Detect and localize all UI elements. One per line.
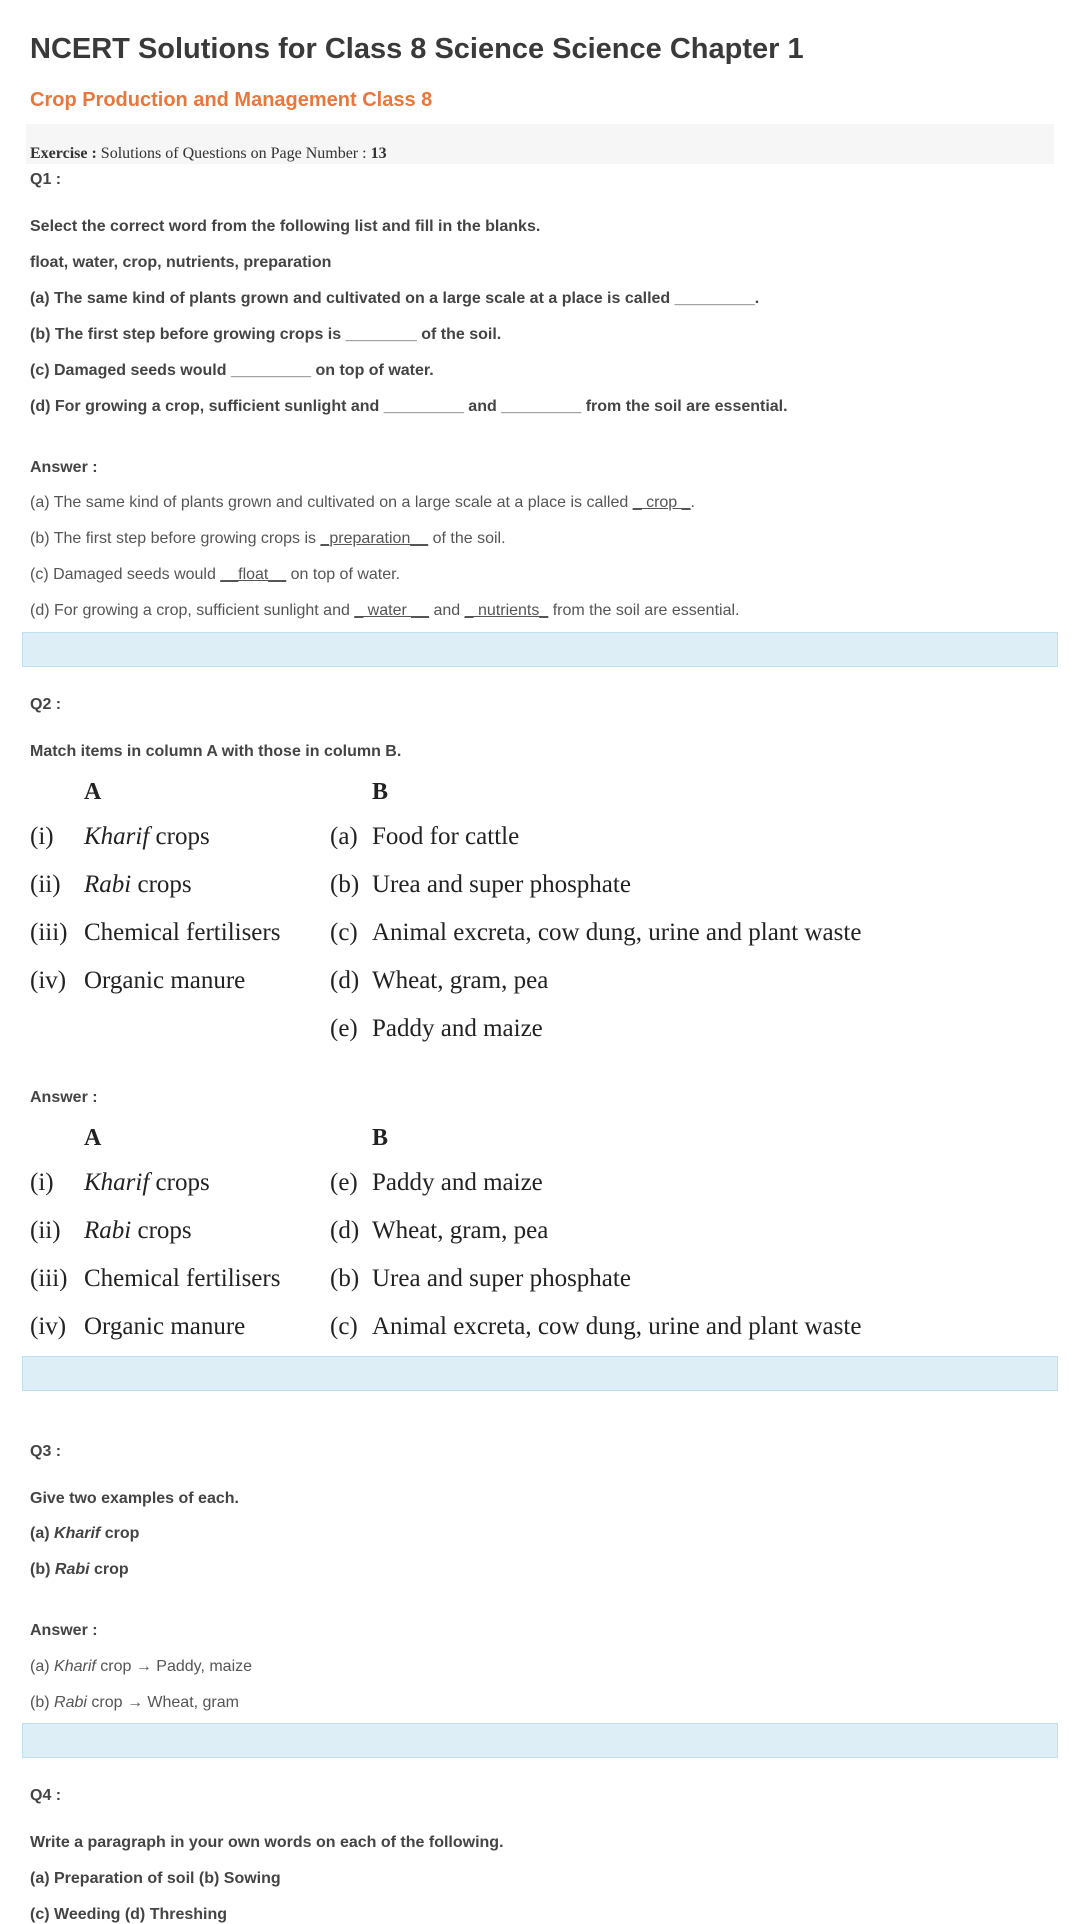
answer-text: (d) For growing a crop, sufficient sunlight and	[30, 602, 350, 619]
answer-text: (a) The same kind of plants grown and cultivated on a large scale at a place is called	[30, 494, 629, 511]
q3-answer-label: Answer :	[30, 1622, 98, 1639]
item-text: crops	[131, 871, 192, 898]
part-num: (a)	[30, 1525, 50, 1542]
column-a-header: A	[84, 779, 102, 805]
italic-term: Rabi	[84, 871, 132, 898]
column-b-item: Wheat, gram, pea	[372, 1217, 549, 1244]
row-num: (ii)	[30, 871, 61, 898]
q3-instruction: Give two examples of each.	[30, 1490, 239, 1507]
column-a-item	[84, 871, 192, 899]
row-num: (e)	[330, 1169, 358, 1196]
exercise-page-number: 13	[370, 145, 387, 162]
q4-part-cd: (c) Weeding (d) Threshing	[30, 1906, 228, 1923]
part-num: (b)	[30, 1561, 51, 1578]
answer-text: and	[433, 602, 461, 619]
item-text: crops	[149, 823, 210, 850]
italic-term: Rabi	[54, 1561, 90, 1578]
italic-term: Rabi	[54, 1694, 87, 1711]
italic-term: Kharif	[84, 1169, 150, 1196]
row-num: (d)	[330, 1217, 360, 1244]
row-num: (d)	[330, 967, 360, 994]
row-num: (ii)	[30, 1217, 61, 1244]
chapter-subtitle: Crop Production and Management Class 8	[30, 89, 433, 111]
q3-part-b	[30, 1561, 129, 1579]
answer-fill: _ nutrients_	[464, 602, 549, 619]
column-b-header: B	[372, 779, 389, 805]
italic-term: Kharif	[84, 823, 150, 850]
item-text: crops	[131, 1217, 192, 1244]
column-a-item: Organic manure	[84, 1313, 246, 1340]
q3-answer-b	[30, 1694, 239, 1712]
q3-part-a	[30, 1525, 139, 1543]
italic-term: Kharif	[54, 1525, 101, 1542]
row-num: (b)	[330, 871, 360, 898]
column-a-item	[84, 1217, 192, 1245]
answer-text: on top of water.	[290, 566, 401, 583]
row-num: (i)	[30, 823, 54, 850]
q2-instruction: Match items in column A with those in column B.	[30, 743, 402, 760]
answer-fill: _preparation__	[320, 530, 429, 547]
row-num: (e)	[330, 1015, 358, 1042]
q1-answer-b	[30, 530, 506, 548]
q2-answer-label: Answer :	[30, 1089, 98, 1106]
section-divider	[22, 1723, 1058, 1758]
column-a-item: Chemical fertilisers	[84, 1265, 281, 1292]
column-a-item: Organic manure	[84, 967, 246, 994]
part-text: crop	[94, 1561, 129, 1578]
section-divider	[22, 632, 1058, 667]
column-a-item: Chemical fertilisers	[84, 919, 281, 946]
column-b-item: Animal excreta, cow dung, urine and plant waste	[372, 919, 862, 946]
part-num: (a)	[30, 1658, 50, 1675]
exercise-text: Solutions of Questions on Page Number :	[100, 145, 367, 162]
row-num: (b)	[330, 1265, 360, 1292]
row-num: (a)	[330, 823, 358, 850]
answer-fill: _ crop _	[632, 494, 691, 511]
q4-part-ab: (a) Preparation of soil (b) Sowing	[30, 1870, 281, 1887]
q4-instruction: Write a paragraph in your own words on each of the following.	[30, 1834, 504, 1851]
part-num: (b)	[30, 1694, 50, 1711]
row-num: (iii)	[30, 919, 68, 946]
exercise-label: Exercise :	[30, 145, 97, 162]
row-num: (c)	[330, 919, 358, 946]
q1-instruction: Select the correct word from the following list and fill in the blanks.	[30, 218, 541, 235]
q2-label: Q2 :	[30, 696, 62, 713]
column-b-item: Urea and super phosphate	[372, 1265, 631, 1292]
answer-fill: _ water __	[354, 602, 430, 619]
column-b-item: Paddy and maize	[372, 1169, 543, 1196]
q1-part-c: (c) Damaged seeds would _________ on top of water.	[30, 362, 434, 379]
answer-column-a-header: A	[84, 1125, 102, 1151]
item-text: crops	[149, 1169, 210, 1196]
italic-term: Kharif	[54, 1658, 96, 1675]
answer-fill: __float__	[220, 566, 287, 583]
exercise-heading	[30, 145, 387, 163]
column-b-item: Food for cattle	[372, 823, 520, 850]
q1-answer-label: Answer :	[30, 459, 98, 476]
answer-column-b-header: B	[372, 1125, 389, 1151]
column-a-item	[84, 823, 210, 851]
answer-text: from the soil are essential.	[552, 602, 740, 619]
q1-word-list: float, water, crop, nutrients, preparation	[30, 254, 332, 271]
part-text: crop	[104, 1525, 140, 1542]
q1-answer-a	[30, 494, 695, 512]
q1-answer-c	[30, 566, 400, 584]
q1-part-a: (a) The same kind of plants grown and cultivated on a large scale at a place is called _________.	[30, 290, 760, 307]
column-b-item: Wheat, gram, pea	[372, 967, 549, 994]
column-b-item: Paddy and maize	[372, 1015, 543, 1042]
q1-part-b: (b) The first step before growing crops is ________ of the soil.	[30, 326, 502, 343]
answer-text: crop → Wheat, gram	[91, 1694, 239, 1711]
row-num: (i)	[30, 1169, 54, 1196]
q4-label: Q4 :	[30, 1787, 62, 1804]
row-num: (iv)	[30, 967, 67, 994]
answer-text: (b) The first step before growing crops is	[30, 530, 317, 547]
row-num: (iv)	[30, 1313, 67, 1340]
q3-label: Q3 :	[30, 1443, 62, 1460]
q1-part-d: (d) For growing a crop, sufficient sunlight and _________ and _________ from the soil are essential.	[30, 398, 788, 415]
column-b-item: Animal excreta, cow dung, urine and plant waste	[372, 1313, 862, 1340]
answer-text: of the soil.	[432, 530, 506, 547]
answer-text: crop → Paddy, maize	[100, 1658, 253, 1675]
q1-answer-d	[30, 602, 739, 620]
italic-term: Rabi	[84, 1217, 132, 1244]
page-title: NCERT Solutions for Class 8 Science Science Chapter 1	[30, 33, 804, 65]
row-num: (iii)	[30, 1265, 68, 1292]
row-num: (c)	[330, 1313, 358, 1340]
q1-label: Q1 :	[30, 171, 62, 188]
column-a-item	[84, 1169, 210, 1197]
answer-text: .	[690, 494, 695, 511]
column-b-item: Urea and super phosphate	[372, 871, 631, 898]
answer-text: (c) Damaged seeds would	[30, 566, 216, 583]
q3-answer-a	[30, 1658, 252, 1676]
section-divider	[22, 1356, 1058, 1391]
